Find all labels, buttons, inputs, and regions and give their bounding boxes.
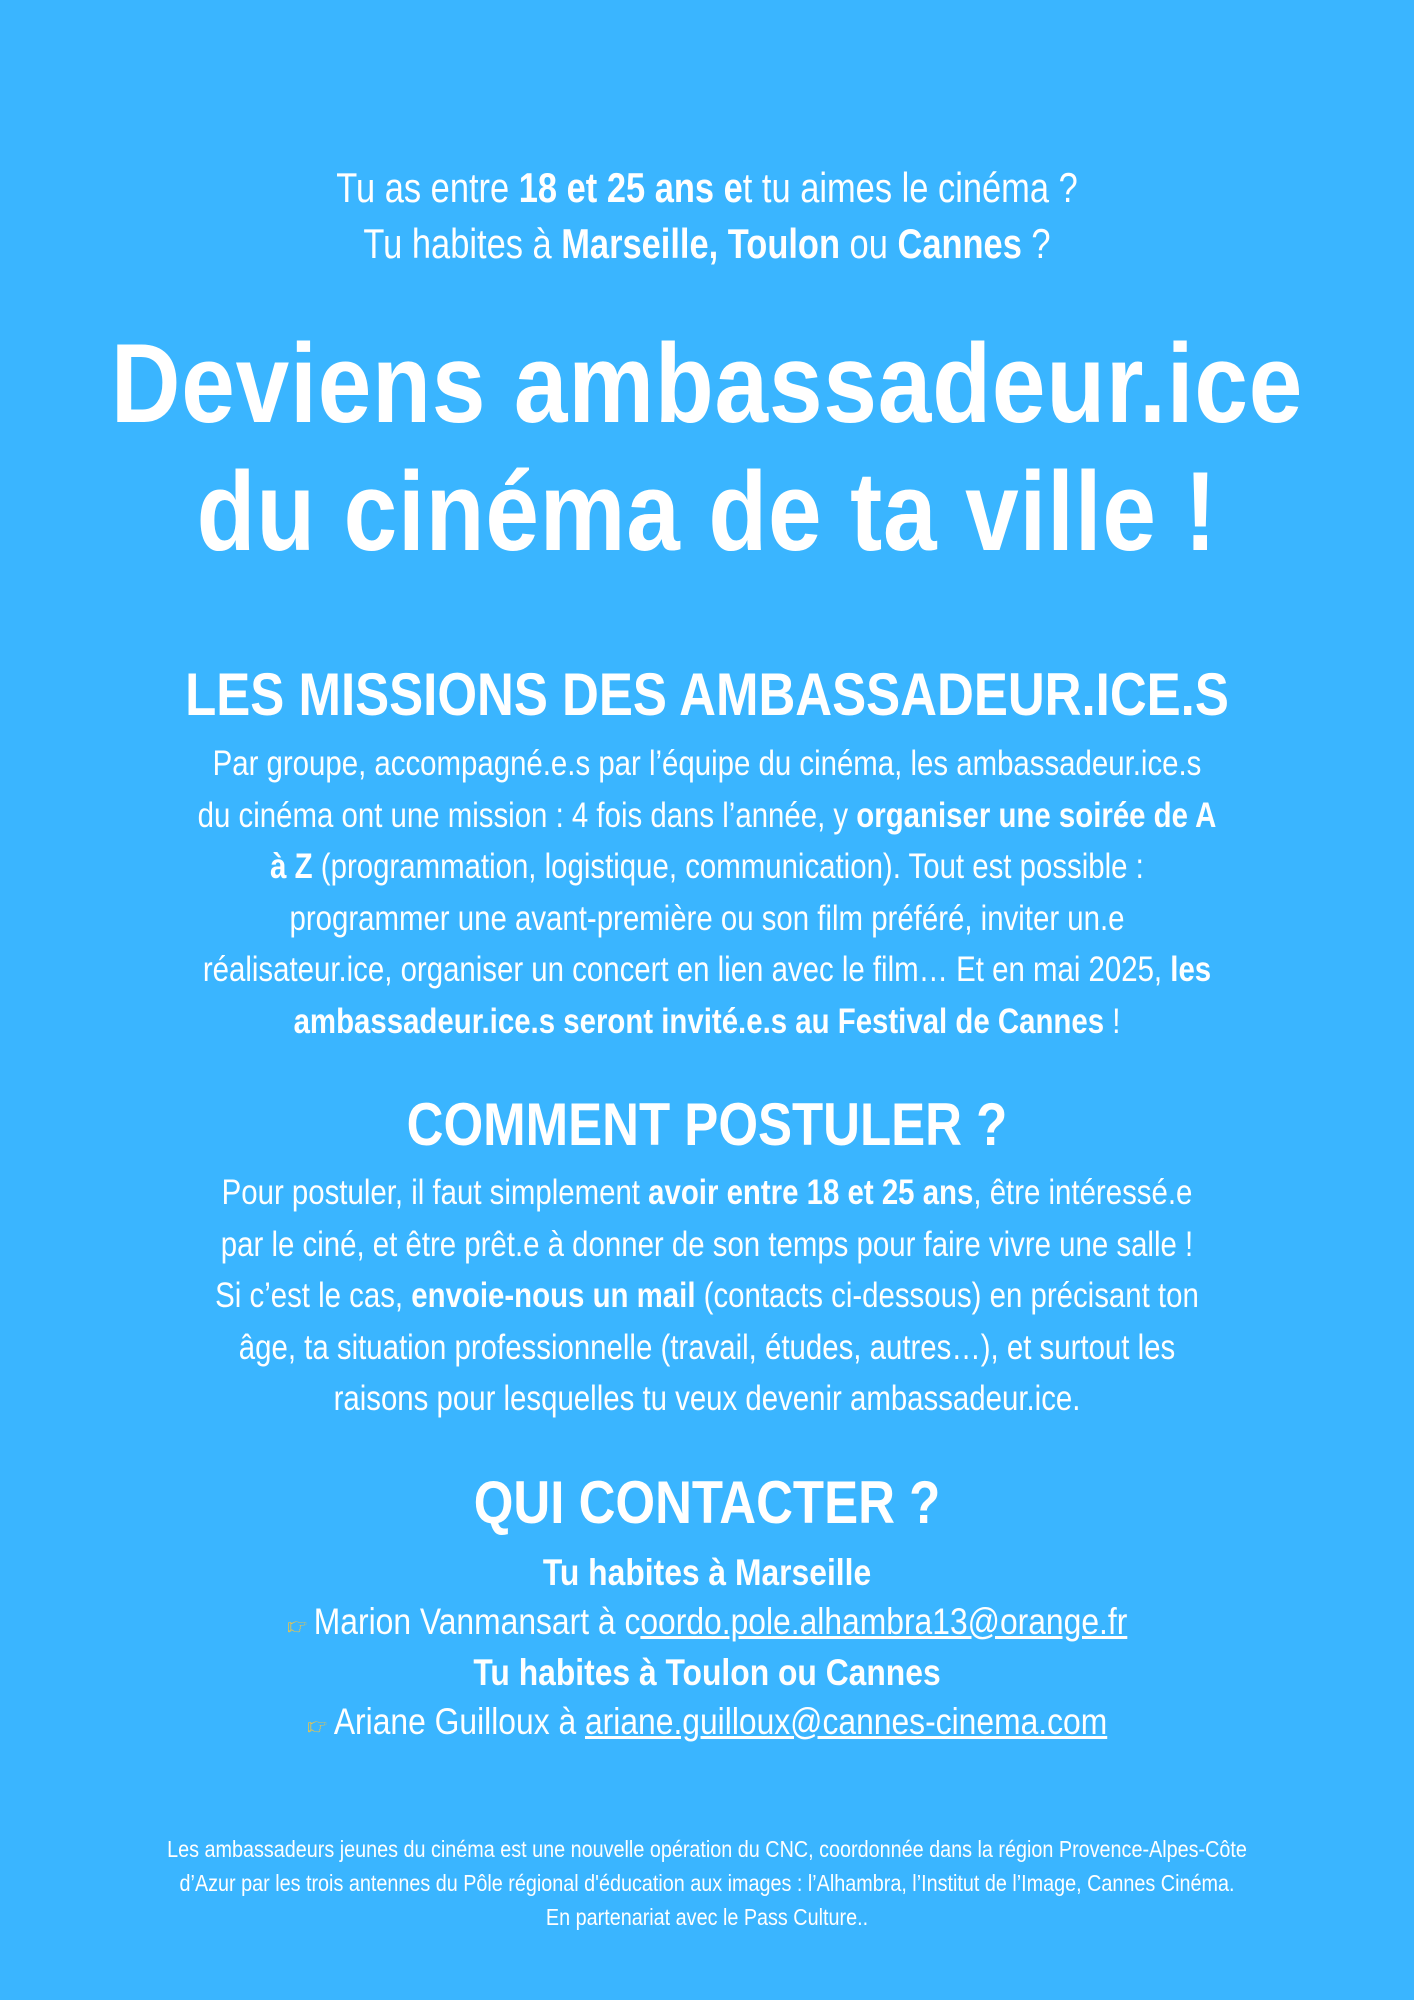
postuler-paragraph-2: Si c’est le cas, envoie-nous un mail (contacts ci-dessous) en précisant ton âge, ta situation professionnelle (travail, études, autres…), et surtout les raisons pour lesquelles tu veux devenir ambassadeur.ice. [215, 1276, 1199, 1418]
pointing-hand-icon: 👉︎ [286, 1605, 307, 1641]
contact-toulon-cannes: 👉︎ Ariane Guilloux à ariane.guilloux@cannes-cinema.com [99, 1697, 1315, 1748]
cities-marseille-toulon: Marseille, Toulon [561, 220, 840, 267]
postuler-highlight-age: avoir entre 18 et 25 ans [648, 1173, 974, 1212]
footer-line-1: Les ambassadeurs jeunes du cinéma est une nouvelle opération du CNC, coordonnée dans la région Provence-Alpes-Côte d’Azur par les trois antennes du Pôle régional d'éducation aux images : l’Alhambra, l’Institut de l’Image, Cannes Cinéma. [167, 1836, 1247, 1896]
footer-line-2: En partenariat avec le Pass Culture.. [545, 1904, 869, 1930]
contact-city-toulon-cannes: Tu habites à Toulon ou Cannes [473, 1652, 941, 1693]
intro-line-2: Tu habites à Marseille, Toulon ou Cannes ? [363, 220, 1051, 267]
city-cannes: Cannes [897, 220, 1022, 267]
missions-highlight-2: les ambassadeur.ice.s seront invité.e.s au Festival de Cannes [293, 950, 1212, 1041]
pointing-hand-icon: 👉︎ [306, 1705, 327, 1741]
missions-text: Par groupe, accompagné.e.s par l’équipe du cinéma, les ambassadeur.ice.s du cinéma ont une mission : 4 fois dans l’année, y organiser une soirée de A à Z (programmation, logistique, communication). Tout est possible : programmer une avant-première ou son film préféré, inviter un.e réalisateur.ice, organiser un concert en lien avec le film… Et en mai 2025, les ambassadeur.ice.s seront invité.e.s au Festival de Cannes ! [197, 744, 1217, 1041]
contact-marseille: 👉︎ Marion Vanmansart à coordo.pole.alhambra13@orange.fr [99, 1597, 1315, 1648]
headline [99, 320, 1315, 576]
email-link-marseille[interactable]: oordo.pole.alhambra13@orange.fr [640, 1601, 1128, 1642]
footer-note [151, 1832, 1264, 1934]
contact-city-marseille: Tu habites à Marseille [542, 1552, 872, 1593]
postuler-paragraph-1: Pour postuler, il faut simplement avoir entre 18 et 25 ans, être intéressé.e par le ciné, et être prêt.e à donner de son temps pour faire vivre une salle ! [220, 1173, 1194, 1264]
postuler-title: COMMENT POSTULER ? [406, 1091, 1008, 1158]
postuler-text [197, 1167, 1217, 1425]
contact-title: QUI CONTACTER ? [473, 1469, 941, 1536]
missions-title: LES MISSIONS DES AMBASSADEUR.ICE.S [185, 661, 1229, 728]
missions-highlight-1: organiser une soirée de A à Z [270, 795, 1217, 886]
intro-line-1: Tu as entre 18 et 25 ans et tu aimes le cinéma ? [336, 164, 1078, 211]
headline-line-1: Deviens ambassadeur.ice [110, 321, 1304, 446]
headline-line-2: du cinéma de ta ville ! [196, 449, 1218, 574]
intro-text [127, 160, 1286, 272]
age-range: 18 et 25 ans e [518, 164, 743, 211]
contact-block [99, 1548, 1315, 1748]
postuler-highlight-mail: envoie-nous un mail [411, 1276, 696, 1315]
email-link-cannes[interactable]: ariane.guilloux@cannes-cinema.com [584, 1701, 1108, 1742]
